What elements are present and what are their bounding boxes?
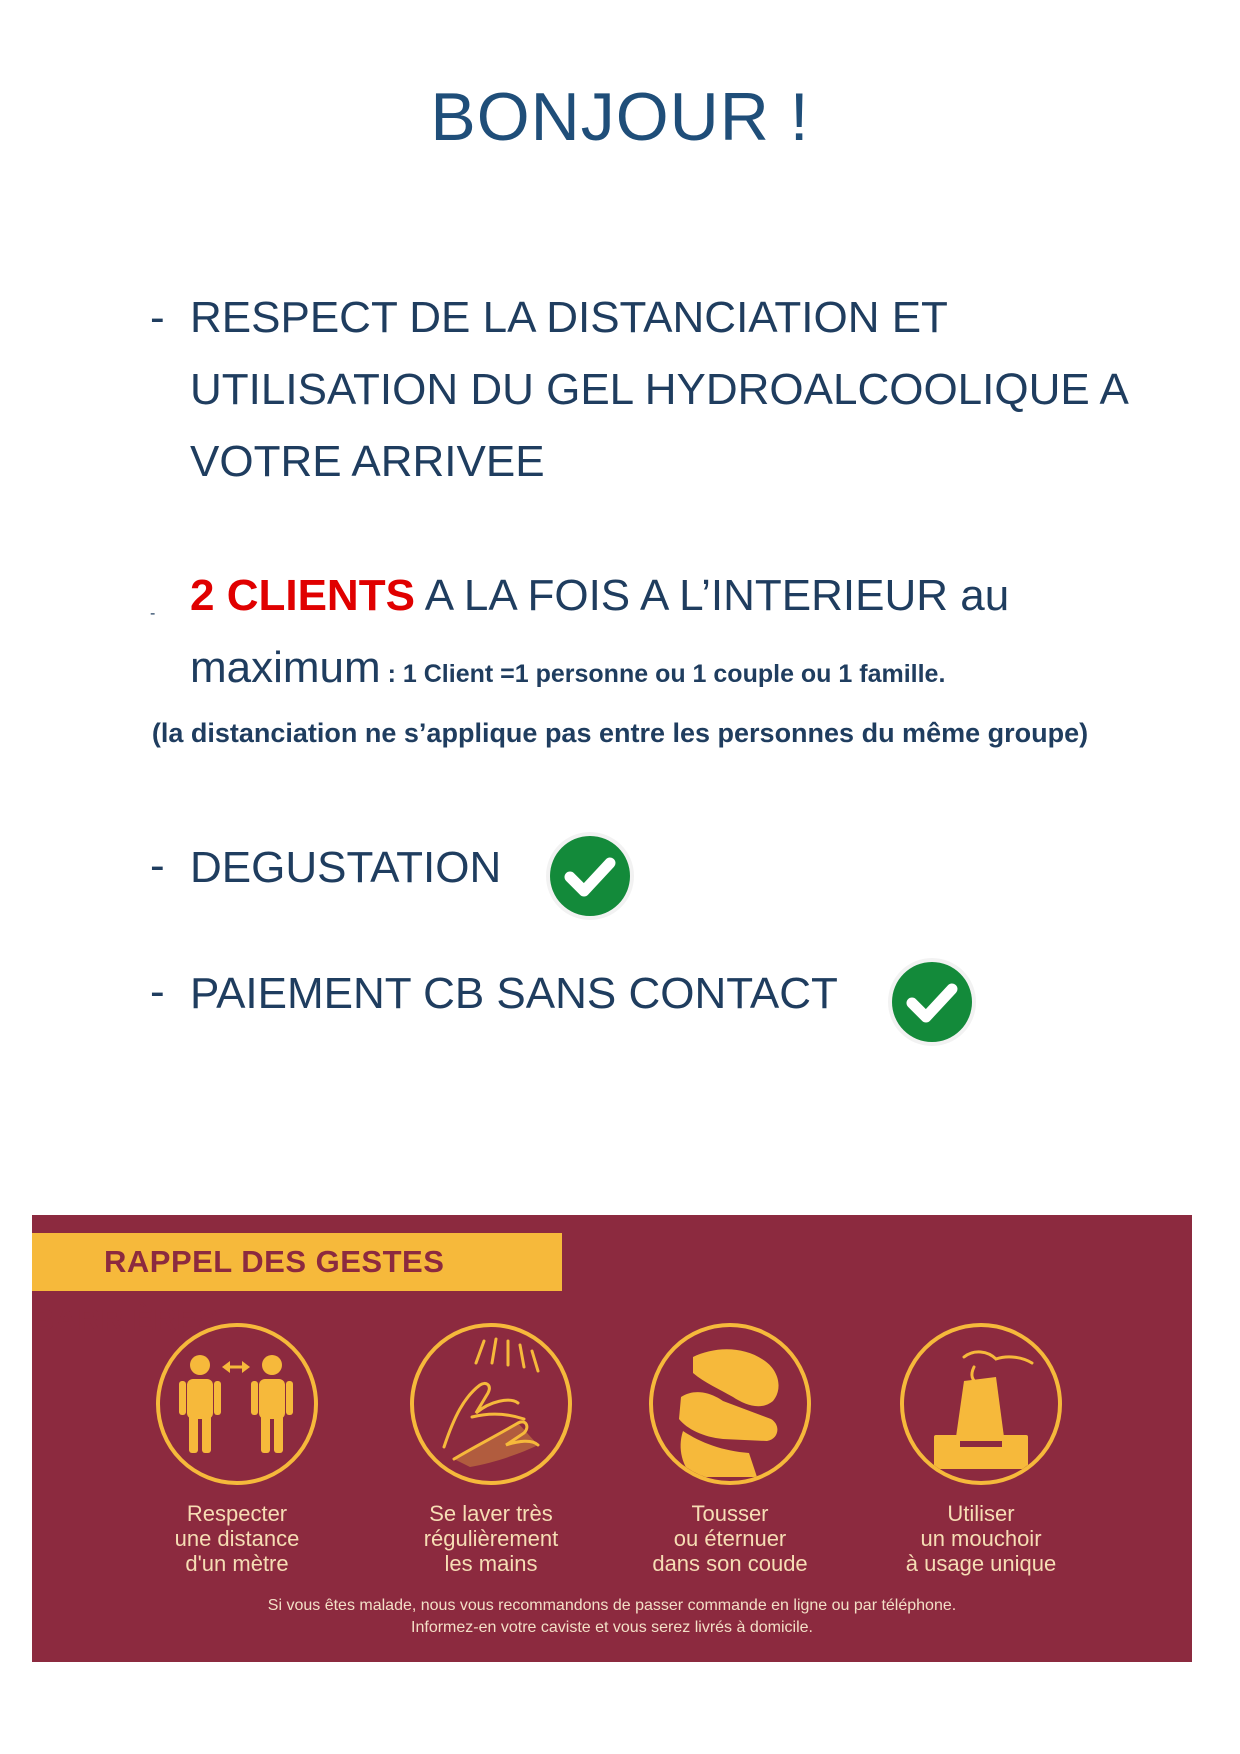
footnote-line: Si vous êtes malade, nous vous recommandons de passer commande en ligne ou par téléphone.	[267, 1597, 957, 1614]
list-dash: -	[150, 293, 165, 342]
tissue-icon	[900, 1323, 1062, 1485]
rule-max-clients	[150, 560, 1210, 710]
rule-contactless-payment	[150, 956, 838, 1030]
list-dash: -	[150, 967, 165, 1016]
gesture-cough-elbow	[615, 1323, 845, 1576]
list-dash: -	[150, 605, 156, 622]
rule-distancing	[150, 282, 1170, 498]
gesture-label: Tousser ou éternuer dans son coude	[652, 1501, 808, 1576]
list-dash: -	[150, 841, 165, 890]
banner-title: RAPPEL DES GESTES BARRIÈRES	[32, 1233, 562, 1291]
page-title: BONJOUR !	[430, 79, 810, 155]
banner-footnote	[32, 1595, 1192, 1639]
gesture-tissue	[866, 1323, 1096, 1576]
distance-icon	[156, 1323, 318, 1485]
max-clients-text: A LA FOIS A L’INTERIEUR au maximum	[190, 571, 1010, 692]
rule-tasting	[150, 830, 501, 904]
gesture-label: Se laver très régulièrement les mains	[423, 1501, 559, 1576]
rule-tasting-text: DEGUSTATION	[190, 843, 502, 893]
check-icon	[550, 836, 630, 916]
gesture-label: Respecter une distance d'un mètre	[174, 1501, 300, 1576]
handwash-icon	[410, 1323, 572, 1485]
max-clients-highlight: 2 CLIENTS	[190, 571, 415, 620]
max-clients-detail: : 1 Client =1 personne ou 1 couple ou 1 famille.	[380, 660, 946, 688]
gesture-label: Utiliser un mouchoir à usage unique	[905, 1501, 1057, 1576]
barrier-gestures-banner	[32, 1215, 1192, 1662]
gesture-handwash	[376, 1323, 606, 1576]
check-icon	[892, 962, 972, 1042]
gesture-distance	[122, 1323, 352, 1576]
rule-distancing-text: RESPECT DE LA DISTANCIATION ET UTILISATION DU GEL HYDROALCOOLIQUE A VOTRE ARRIVEE	[190, 293, 1127, 486]
rule-payment-text: PAIEMENT CB SANS CONTACT	[190, 969, 838, 1019]
footnote-line: Informez-en votre caviste et vous serez livrés à domicile.	[411, 1619, 813, 1636]
distancing-note: (la distanciation ne s’applique pas entre les personnes du même groupe)	[151, 718, 1089, 748]
cough-elbow-icon	[649, 1323, 811, 1485]
